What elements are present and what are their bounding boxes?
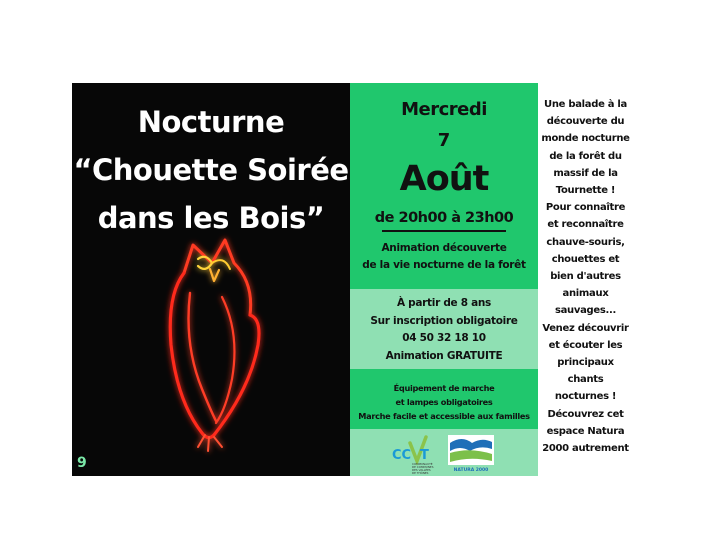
day-number: 7 xyxy=(437,130,451,151)
svg-text:CC: CC xyxy=(392,448,412,463)
registration-info: Sur inscription obligatoire xyxy=(370,314,518,327)
month: Août xyxy=(399,159,489,199)
description-line: monde nocturne xyxy=(541,133,630,145)
description-line: Venez découvrir xyxy=(542,322,629,334)
description-column xyxy=(538,83,633,476)
description-line: chouettes et xyxy=(551,253,620,265)
description-line: découverte du xyxy=(546,116,625,128)
phone-number: 04 50 32 18 10 xyxy=(402,332,486,344)
description-line: 2000 autrement xyxy=(542,443,629,455)
svg-text:DES VALLÉES: DES VALLÉES xyxy=(412,468,431,472)
description-line: nocturnes ! xyxy=(554,391,617,403)
event-flyer xyxy=(72,83,633,476)
event-title-line-3: dans les Bois” xyxy=(97,201,325,235)
description-line: Une balade à la xyxy=(544,99,627,110)
animation-description xyxy=(350,240,538,274)
description-line: chants xyxy=(567,374,604,386)
svg-text:NATURA 2000: NATURA 2000 xyxy=(453,468,489,473)
svg-text:DE THÔNES: DE THÔNES xyxy=(412,471,429,475)
price-info: Animation GRATUITE xyxy=(385,349,503,362)
animation-line: Animation découverte xyxy=(381,242,507,254)
description-text xyxy=(538,96,633,457)
owl-photo-panel xyxy=(72,83,350,476)
description-line: massif de la xyxy=(553,167,618,179)
hours-underline xyxy=(382,230,506,232)
description-line: sauvages... xyxy=(554,305,617,317)
event-title-line-1: Nocturne xyxy=(137,105,285,139)
logos-block xyxy=(350,429,538,476)
description-line: Pour connaître xyxy=(545,202,626,214)
svg-text:T: T xyxy=(420,448,429,463)
description-line: et écouter les xyxy=(548,339,623,351)
description-line: bien d'autres xyxy=(550,271,621,283)
svg-text:COMMUNAUTÉ: COMMUNAUTÉ xyxy=(412,462,433,466)
description-line: Tournette ! xyxy=(555,185,616,197)
equipment-line: Marche facile et accessible aux familles xyxy=(358,411,530,421)
description-line: de la forêt du xyxy=(549,150,622,162)
event-details-panel xyxy=(350,83,538,476)
equipment-line: Équipement de marche xyxy=(393,383,495,393)
equipment-block xyxy=(350,369,538,429)
description-line: chauve-souris, xyxy=(546,236,625,248)
description-line: et reconnaître xyxy=(547,219,624,231)
event-title-line-2: “Chouette Soirée xyxy=(73,153,349,187)
description-line: Découvrez cet xyxy=(547,408,624,420)
description-line: espace Natura xyxy=(546,425,625,437)
hours: de 20h00 à 23h00 xyxy=(374,210,514,226)
weekday: Mercredi xyxy=(401,99,487,120)
registration-info-block xyxy=(350,289,538,369)
animation-line: de la vie nocturne de la forêt xyxy=(362,259,526,271)
age-info: À partir de 8 ans xyxy=(397,297,491,309)
description-line: principaux xyxy=(557,357,614,369)
page-number: 9 xyxy=(77,455,87,471)
neon-owl-image xyxy=(72,83,350,476)
description-line: animaux xyxy=(562,288,609,300)
equipment-line: et lampes obligatoires xyxy=(395,397,493,407)
ccvt-logo xyxy=(350,429,538,476)
svg-text:DE COMMUNES: DE COMMUNES xyxy=(412,465,434,469)
date-block xyxy=(350,83,538,289)
